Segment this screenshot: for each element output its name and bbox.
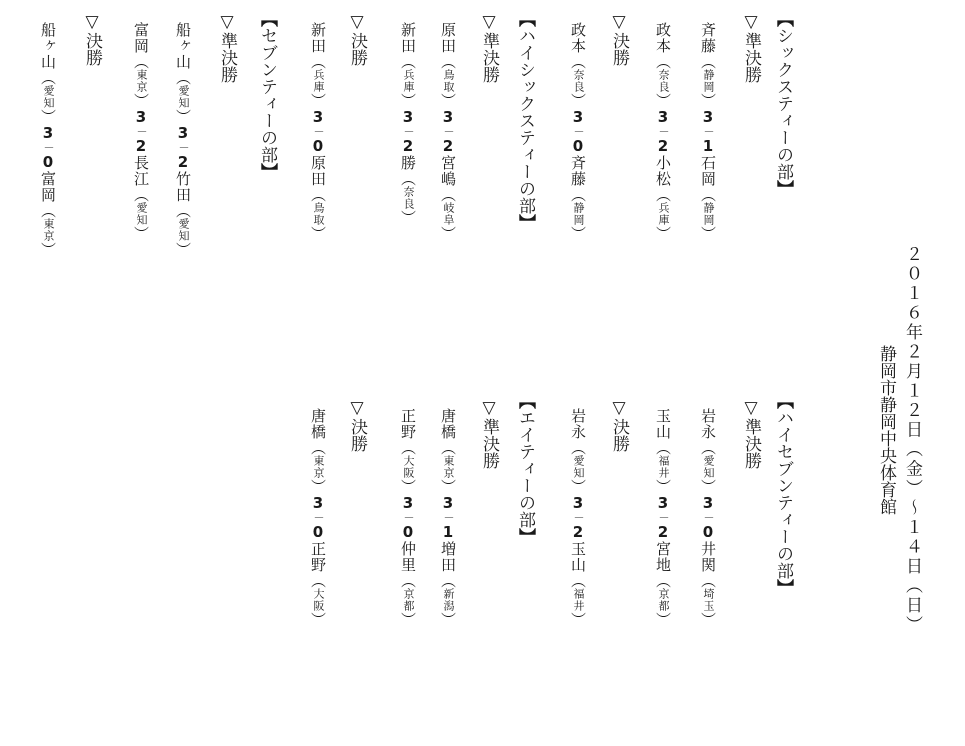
score-player1: 3 [439,494,457,512]
player1-name: 唐橋 [439,408,457,440]
score-player1: 3 [399,494,417,512]
score-separator: － [177,142,190,153]
semifinal-label: ▽準決勝 [741,398,761,469]
final-label: ▽決勝 [609,398,629,452]
player1-prefecture: 東京 [312,455,325,479]
score-separator: － [312,512,325,523]
player2-name: 富岡 [39,171,57,203]
score-separator: － [312,126,325,137]
score-player2: 1 [699,137,717,155]
match-row: 新田（兵庫）3－0原田（鳥取） [309,22,327,241]
player1-prefecture: 大阪 [402,455,415,479]
score-separator: － [702,126,715,137]
player2-name: 原田 [309,155,327,187]
match-row: 唐橋（東京）3－1増田（新潟） [439,408,457,627]
player2-prefecture: 兵庫 [657,202,670,226]
score-player1: 3 [39,124,57,142]
semifinal-label: ▽準決勝 [217,12,237,83]
player2-name: 長江 [132,155,150,187]
match-row: 富岡（東京）3－2長江（愛知） [132,22,150,241]
player1-name: 斉藤 [699,22,717,54]
player1-name: 岩永 [569,408,587,440]
score-player2: 2 [399,137,417,155]
player1-name: 船ヶ山 [174,22,192,70]
division-title [774,10,791,197]
score-separator: － [135,126,148,137]
player2-name: 石岡 [699,155,717,187]
player2-prefecture: 埼玉 [702,588,715,612]
player2-prefecture: 奈良 [402,186,415,210]
division-title-text: シックスティーの部 [773,27,793,180]
score-player2: 2 [569,523,587,541]
match-row: 岩永（愛知）3－2玉山（福井） [569,408,587,627]
player2-name: 井関 [699,541,717,573]
player1-name: 岩永 [699,408,717,440]
player1-name: 船ヶ山 [39,22,57,70]
player2-prefecture: 愛知 [135,202,148,226]
final-label: ▽決勝 [609,12,629,66]
event-date: ２０１６年２月１２日（金）～１４日（日） [902,245,922,635]
bracket-close: 】 [773,180,793,197]
bracket-open: 【 [773,392,793,409]
player1-prefecture: 愛知 [177,85,190,109]
player2-prefecture: 京都 [402,588,415,612]
player1-prefecture: 奈良 [657,69,670,93]
player2-prefecture: 岐阜 [442,202,455,226]
score-player2: 2 [439,137,457,155]
score-player1: 3 [654,108,672,126]
player1-prefecture: 東京 [442,455,455,479]
score-separator: － [402,512,415,523]
player1-name: 政本 [569,22,587,54]
bracket-open: 【 [257,10,277,27]
division-title-text: ハイセブンティーの部 [773,409,793,579]
score-player1: 3 [699,108,717,126]
semifinal-label: ▽準決勝 [479,398,499,469]
match-row: 斉藤（静岡）3－1石岡（静岡） [699,22,717,241]
player1-name: 原田 [439,22,457,54]
semifinal-label: ▽準決勝 [479,12,499,83]
score-player2: 1 [439,523,457,541]
score-separator: － [402,126,415,137]
player2-name: 玉山 [569,541,587,573]
player1-prefecture: 愛知 [572,455,585,479]
score-player1: 3 [399,108,417,126]
player2-prefecture: 静岡 [702,202,715,226]
match-row: 正野（大阪）3－0仲里（京都） [399,408,417,627]
player2-prefecture: 鳥取 [312,202,325,226]
player1-name: 唐橋 [309,408,327,440]
division-title-text: エイティーの部 [515,409,535,528]
division-title-text: セブンティーの部 [257,27,277,163]
match-row: 船ヶ山（愛知）3－2竹田（愛知） [174,22,192,257]
score-player2: 0 [39,153,57,171]
player1-name: 玉山 [654,408,672,440]
player1-prefecture: 愛知 [42,85,55,109]
match-row: 政本（奈良）3－0斉藤（静岡） [569,22,587,241]
bracket-open: 【 [515,10,535,27]
player2-name: 宮嶋 [439,155,457,187]
match-row: 玉山（福井）3－2宮地（京都） [654,408,672,627]
bracket-close: 】 [257,163,277,180]
player1-name: 新田 [399,22,417,54]
score-separator: － [657,126,670,137]
score-player1: 3 [569,494,587,512]
player2-name: 勝 [399,155,417,171]
score-player2: 0 [399,523,417,541]
score-separator: － [442,126,455,137]
match-row: 政本（奈良）3－2小松（兵庫） [654,22,672,241]
division-title [258,10,275,180]
score-player1: 3 [654,494,672,512]
player1-prefecture: 愛知 [702,455,715,479]
division-title [516,10,533,231]
division-title [516,392,533,545]
score-player1: 3 [439,108,457,126]
player2-prefecture: 新潟 [442,588,455,612]
score-player1: 3 [309,108,327,126]
player2-prefecture: 福井 [572,588,585,612]
score-separator: － [42,142,55,153]
event-venue: 静岡市静岡中央体育館 [876,345,896,515]
player1-name: 正野 [399,408,417,440]
division-title-text: ハイシックスティーの部 [515,27,535,214]
player2-name: 小松 [654,155,672,187]
player1-prefecture: 福井 [657,455,670,479]
semifinal-label: ▽準決勝 [741,12,761,83]
score-player1: 3 [132,108,150,126]
player2-name: 斉藤 [569,155,587,187]
player2-prefecture: 静岡 [572,202,585,226]
bracket-close: 】 [773,579,793,596]
score-player2: 2 [174,153,192,171]
player2-prefecture: 愛知 [177,218,190,242]
score-separator: － [657,512,670,523]
player1-prefecture: 鳥取 [442,69,455,93]
match-row: 船ヶ山（愛知）3－0富岡（東京） [39,22,57,257]
match-row: 原田（鳥取）3－2宮嶋（岐阜） [439,22,457,241]
score-player2: 0 [309,137,327,155]
match-row: 唐橋（東京）3－0正野（大阪） [309,408,327,627]
score-separator: － [572,126,585,137]
score-separator: － [572,512,585,523]
player1-name: 新田 [309,22,327,54]
bracket-close: 】 [515,528,535,545]
player1-prefecture: 東京 [135,69,148,93]
player2-name: 竹田 [174,171,192,203]
player2-prefecture: 大阪 [312,588,325,612]
score-player2: 0 [569,137,587,155]
bracket-close: 】 [515,214,535,231]
score-player1: 3 [569,108,587,126]
player1-prefecture: 兵庫 [312,69,325,93]
match-row: 岩永（愛知）3－0井関（埼玉） [699,408,717,627]
bracket-open: 【 [773,10,793,27]
score-player2: 0 [699,523,717,541]
score-player2: 2 [654,137,672,155]
final-label: ▽決勝 [82,12,102,66]
player1-prefecture: 静岡 [702,69,715,93]
score-player1: 3 [174,124,192,142]
score-separator: － [442,512,455,523]
score-player1: 3 [699,494,717,512]
player1-name: 富岡 [132,22,150,54]
player1-prefecture: 奈良 [572,69,585,93]
score-player2: 2 [132,137,150,155]
match-row: 新田（兵庫）3－2勝（奈良） [399,22,417,225]
bracket-open: 【 [515,392,535,409]
final-label: ▽決勝 [347,12,367,66]
player2-prefecture: 東京 [42,218,55,242]
score-separator: － [702,512,715,523]
player1-prefecture: 兵庫 [402,69,415,93]
score-player2: 2 [654,523,672,541]
final-label: ▽決勝 [347,398,367,452]
player2-name: 正野 [309,541,327,573]
score-player2: 0 [309,523,327,541]
score-player1: 3 [309,494,327,512]
player2-name: 宮地 [654,541,672,573]
division-title [774,392,791,596]
player1-name: 政本 [654,22,672,54]
player2-prefecture: 京都 [657,588,670,612]
player2-name: 増田 [439,541,457,573]
player2-name: 仲里 [399,541,417,573]
